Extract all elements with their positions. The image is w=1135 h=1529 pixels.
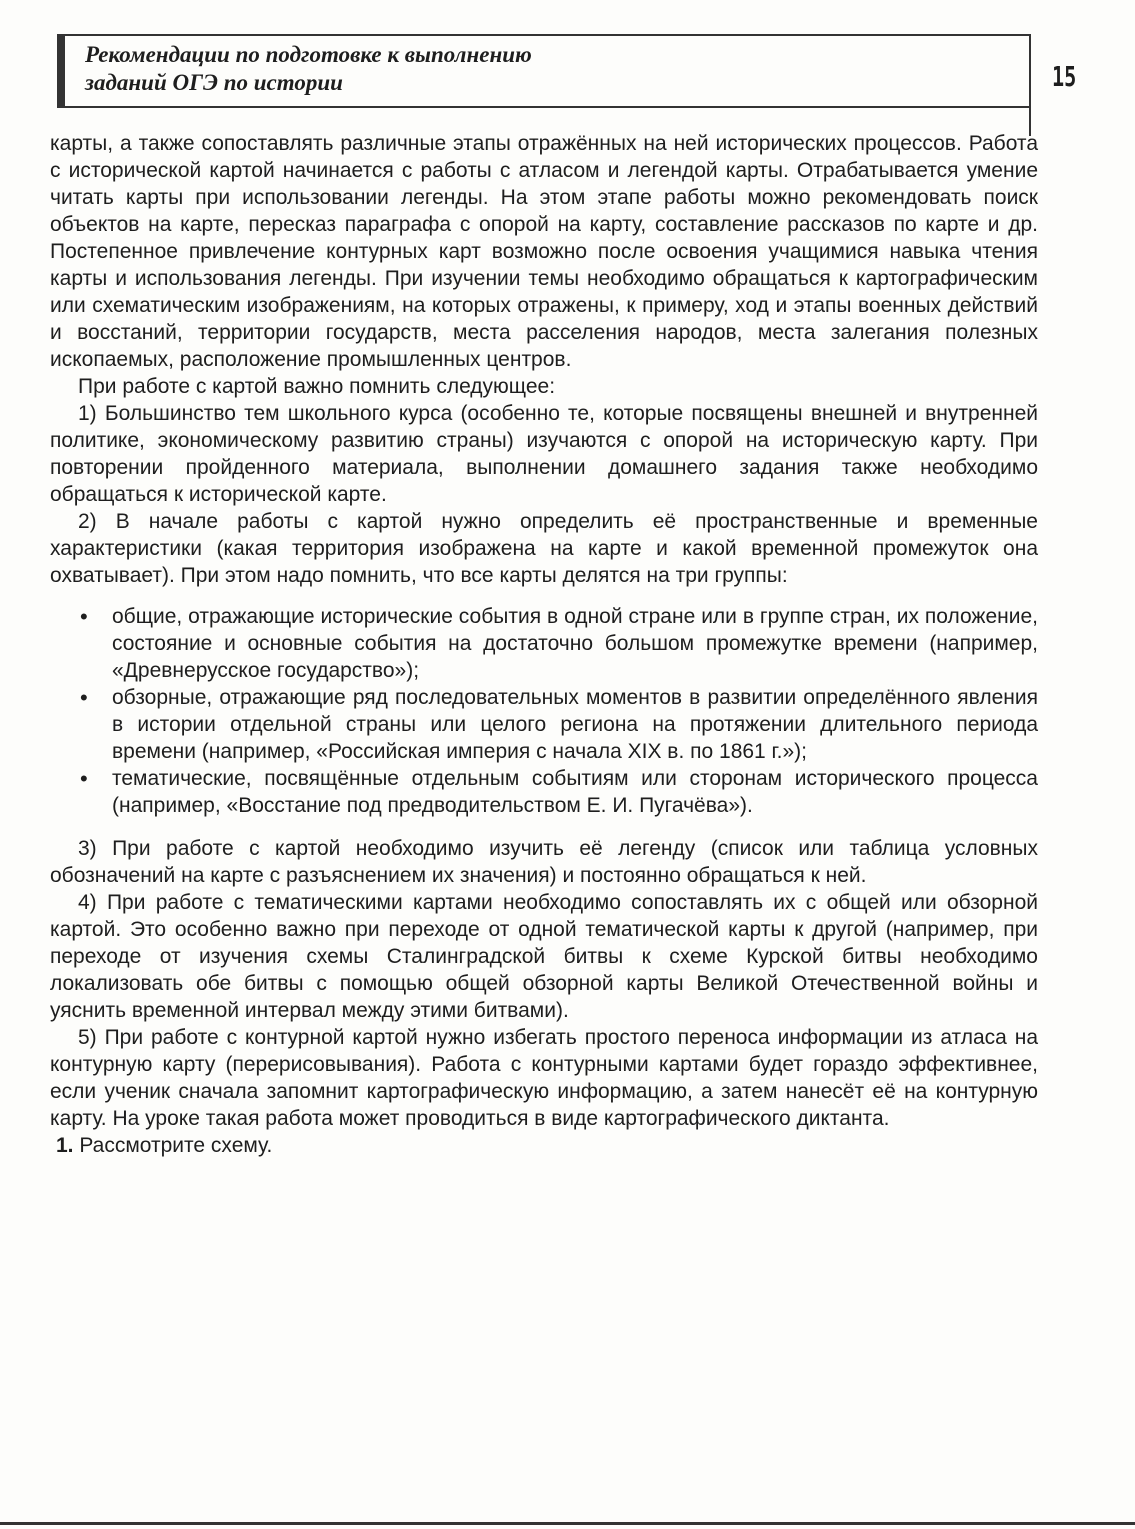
task-text: Рассмотрите схему. <box>79 1134 273 1157</box>
map-types-list <box>50 603 1038 819</box>
bullet-text-general: общие, отражающие исторические события в одной стране или в группе стран, их положение, состояние и основные события на достаточно большом промежутке времени (например, «Древнерусское государство»); <box>112 605 1038 682</box>
list-item <box>80 765 1038 819</box>
header-title-line2: заданий ОГЭ по истории <box>85 70 343 95</box>
remember-intro: При работе с картой важно помнить следующее: <box>78 375 556 398</box>
bullet-text-overview: обзорные, отражающие ряд последовательных моментов в развитии определённого явления в истории отдельной страны или целого региона на протяжении длительного периода времени (например, «Российская империя с начала XIX в. по 1861 г.»); <box>112 686 1038 763</box>
point-3: 3) При работе с картой необходимо изучить её легенду (список или таблица условных обозначений на карте с разъяснением их значения) и постоянно обращаться к ней. <box>50 837 1038 887</box>
bullet-icon: • <box>80 604 88 629</box>
section-header-box <box>57 34 1031 108</box>
task-number: 1. <box>56 1134 74 1157</box>
task-1 <box>50 1132 1038 1159</box>
bullet-icon: • <box>80 766 88 791</box>
list-item <box>80 603 1038 684</box>
point-2: 2) В начале работы с картой нужно определить её пространственные и временные характеристики (какая территория изображена на карте и какой временной промежуток она охватывает). При этом надо помнить, что все карты делятся на три группы: <box>50 510 1038 587</box>
intro-paragraph: карты, а также сопоставлять различные этапы отражённых на ней исторических процессов. Работа с исторической картой начинается с работы с атласом и легендой карты. Отрабатывается умение читать карты при использовании легенды. На этом этапе работы можно рекомендовать поиск объектов на карте, пересказ параграфа с опорой на карту, составление рассказов по карте и др. Постепенное привлечение контурных карт возможно после освоения учащимися навыка чтения карты и использования легенды. При изучении темы необходимо обращаться к картографическим или схематическим изображениям, на которых отражены, к примеру, ход и этапы военных действий и восстаний, территории государств, места расселения народов, места залегания полезных ископаемых, расположение промышленных центров. <box>50 132 1038 371</box>
bottom-divider <box>0 1522 1135 1525</box>
list-item <box>80 684 1038 765</box>
point-5: 5) При работе с контурной картой нужно избегать простого переноса информации из атласа на контурную карту (перерисовывания). Работа с контурными картами будет гораздо эффективнее, если ученик сначала запомнит картографическую информацию, а затем нанесёт её на контурную карту. На уроке такая работа может проводиться в виде картографического диктанта. <box>50 1026 1038 1130</box>
page-number: 15 <box>1052 60 1077 93</box>
bullet-icon: • <box>80 685 88 710</box>
point-1: 1) Большинство тем школьного курса (особенно те, которые посвящены внешней и внутренней политике, экономическому развитию страны) изучаются с опорой на историческую карту. При повторении пройденного материала, выполнении домашнего задания также необходимо обращаться к исторической карте. <box>50 402 1038 506</box>
point-4: 4) При работе с тематическими картами необходимо сопоставлять их с общей или обзорной картой. Это особенно важно при переходе от одной тематической карты к другой (например, при переходе от изучения схемы Сталинградской битвы к схеме Курской битвы необходимо локализовать обе битвы с помощью общей обзорной карты Великой Отечественной войны и уяснить временной интервал между этими битвами). <box>50 891 1038 1022</box>
bullet-text-thematic: тематические, посвящённые отдельным событиям или сторонам исторического процесса (например, «Восстание под предводительством Е. И. Пугачёва»). <box>112 767 1038 817</box>
header-title-line1: Рекомендации по подготовке к выполнению <box>85 42 532 67</box>
main-text <box>50 130 1038 1159</box>
